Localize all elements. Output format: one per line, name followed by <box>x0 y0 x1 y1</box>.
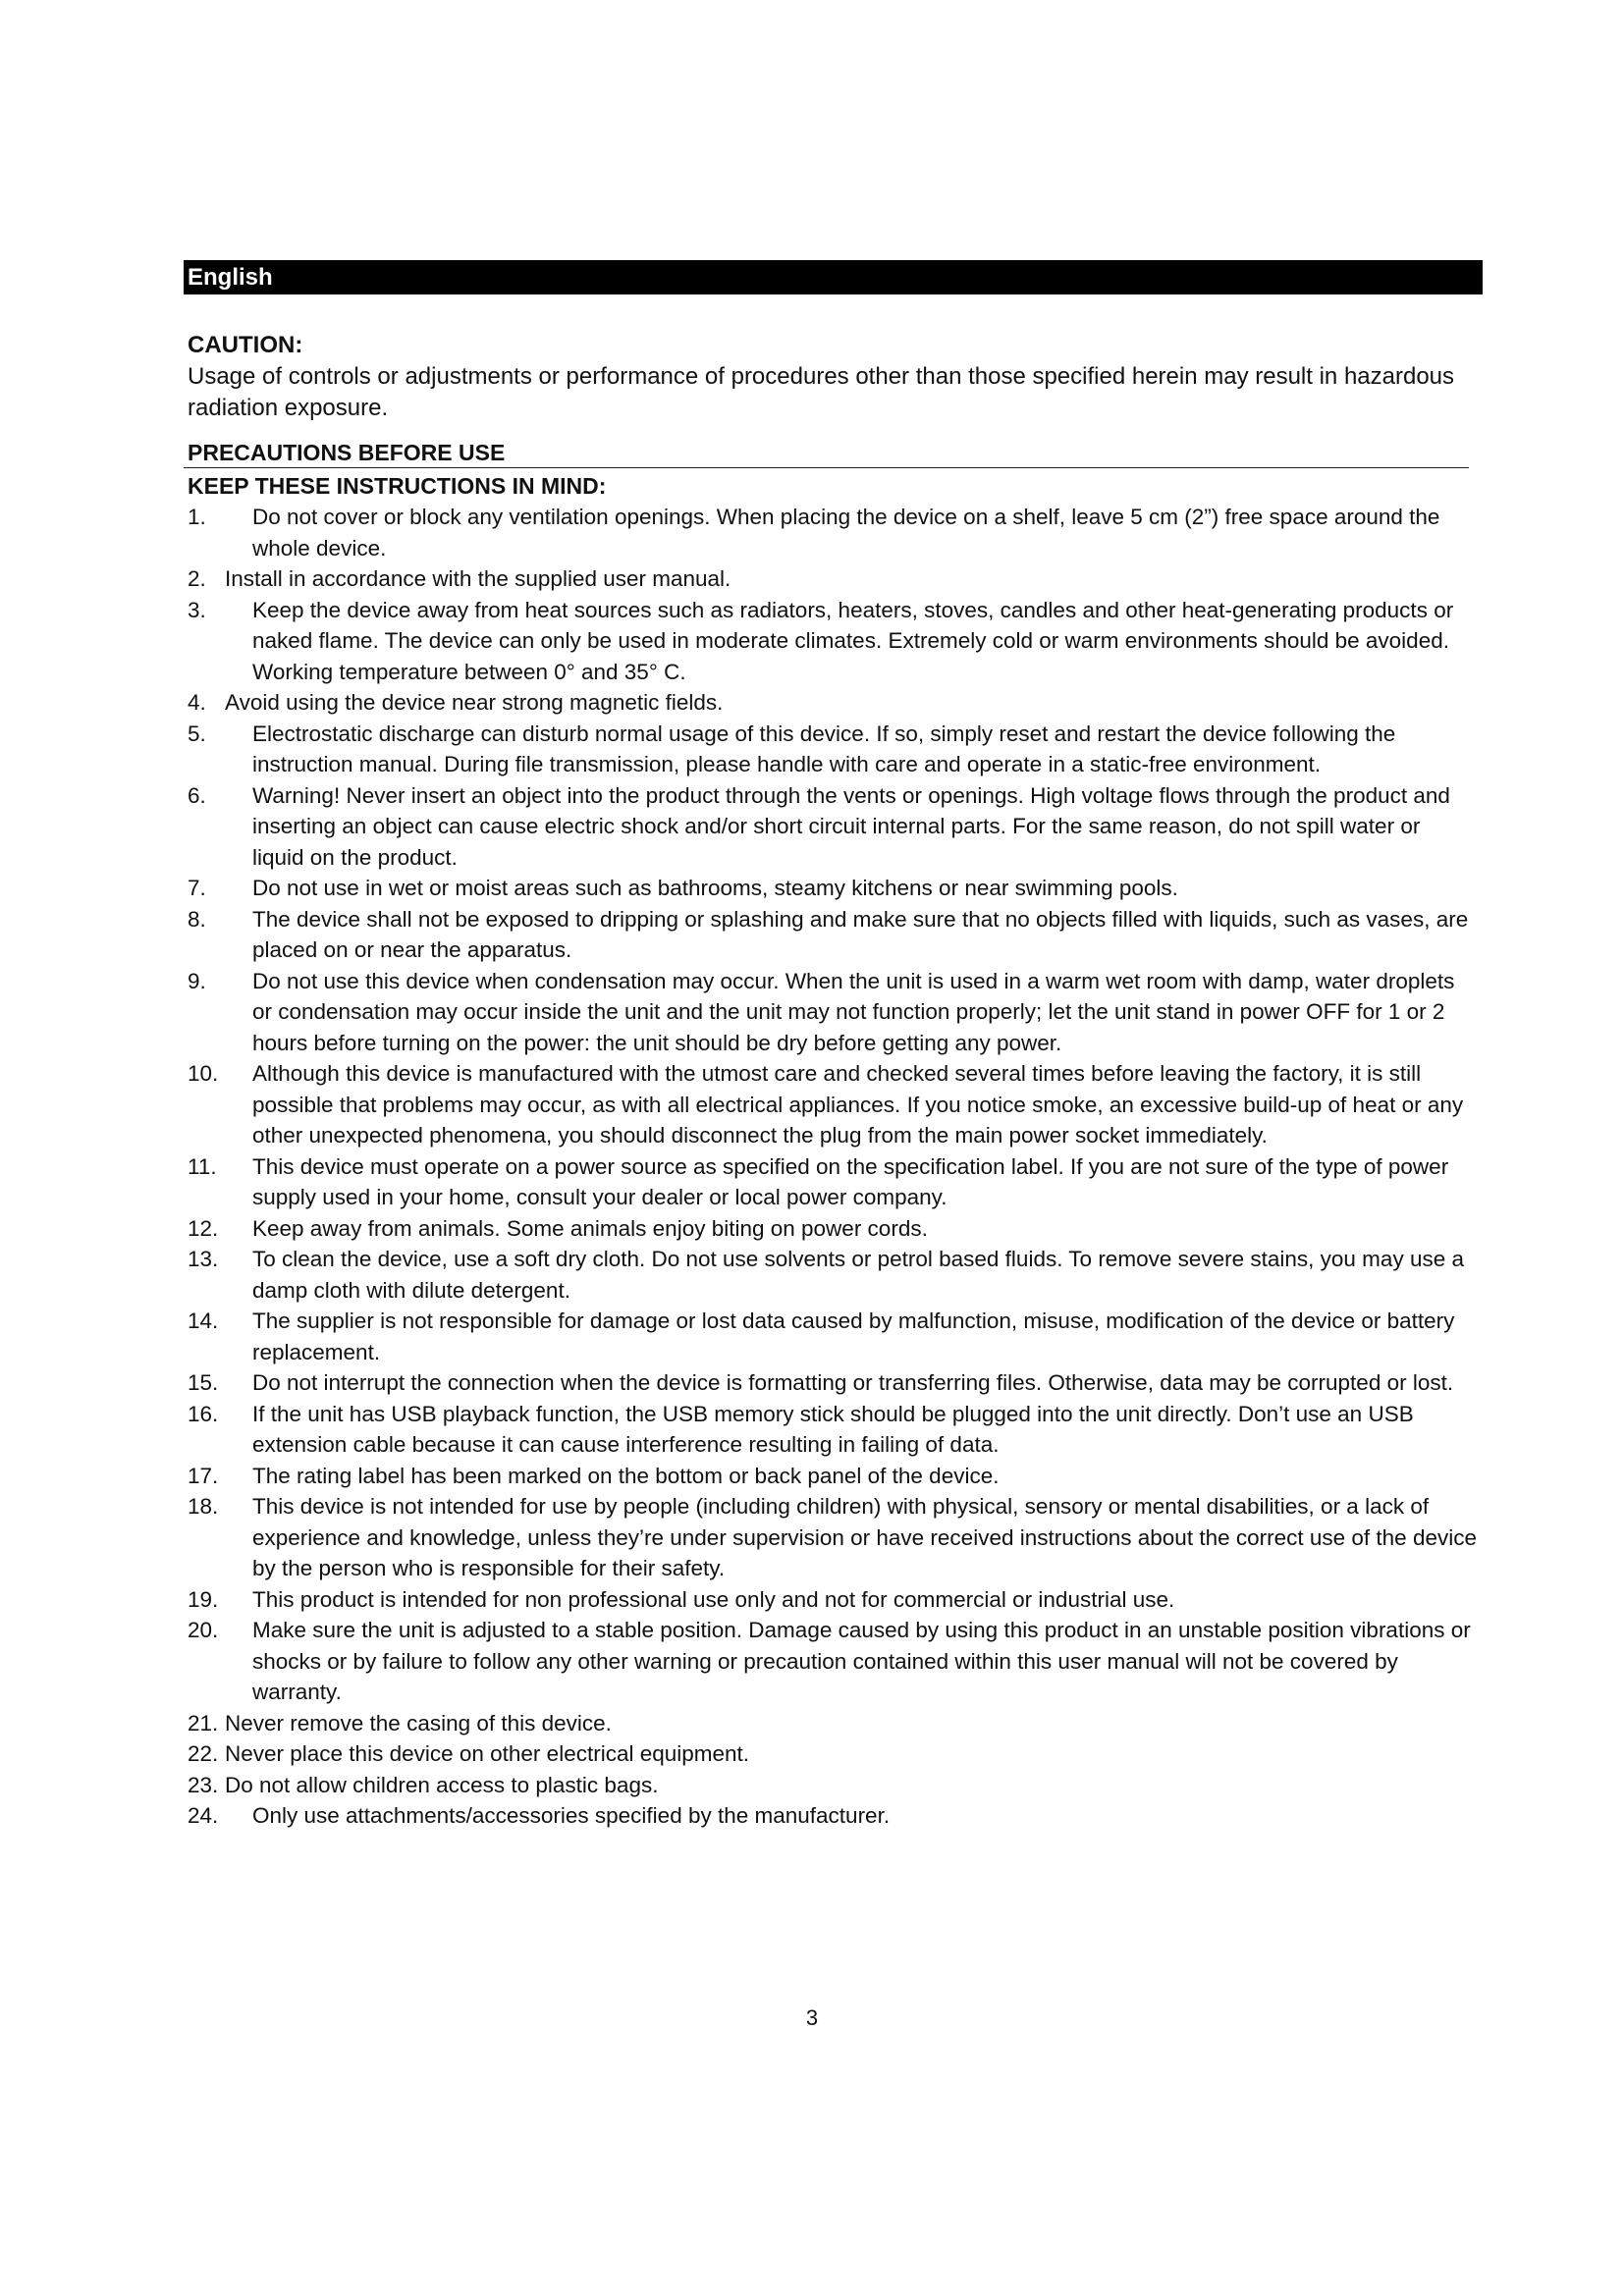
list-item <box>184 904 1483 966</box>
list-item-text: The rating label has been marked on the bottom or back panel of the device. <box>252 1463 1000 1488</box>
document-page <box>184 260 1483 1832</box>
precautions-list <box>184 502 1483 1832</box>
list-item <box>184 1770 1483 1801</box>
list-item-number: 2. <box>188 566 206 591</box>
list-item-text: Make sure the unit is adjusted to a stable position. Damage caused by using this product in an unstable position vibrations or shocks or by failure to follow any other warning or precaution contained within this user manual will not be covered by warranty. <box>252 1618 1471 1704</box>
list-item-number: 6. <box>188 782 206 808</box>
list-item-number: 18. <box>188 1494 219 1519</box>
list-item-number: 19. <box>188 1586 219 1612</box>
list-item-number: 4. <box>188 690 206 715</box>
list-item-text: Do not interrupt the connection when the device is formatting or transferring files. Otherwise, data may be corrupted or lost. <box>252 1370 1454 1395</box>
list-item <box>184 719 1483 780</box>
list-item <box>184 1491 1483 1584</box>
caution-title: CAUTION: <box>188 332 303 358</box>
list-item-text: Never place this device on other electrical equipment. <box>225 1741 750 1766</box>
language-label: English <box>188 264 273 291</box>
list-item <box>184 1213 1483 1245</box>
precautions-title: PRECAUTIONS BEFORE USE <box>184 438 1469 468</box>
list-item-number: 14. <box>188 1308 219 1333</box>
list-item <box>184 1615 1483 1708</box>
list-item-number: 10. <box>188 1061 219 1086</box>
list-item-text: Electrostatic discharge can disturb normal usage of this device. If so, simply reset and restart the device following the instruction manual. During file transmission, please handle with care and operate in a static-free environment. <box>252 721 1396 776</box>
list-item-text: Do not use this device when condensation may occur. When the unit is used in a warm wet room with damp, water droplets or condensation may occur inside the unit and the unit may not function properly; let the unit stand in power OFF for 1 or 2 hours before turning on the power: the unit should be dry before getting any power. <box>252 968 1455 1055</box>
list-item-number: 11. <box>188 1153 217 1179</box>
list-item-text: Keep the device away from heat sources such as radiators, heaters, stoves, candles and other heat-generating products or naked flame. The device can only be used in moderate climates. Extremely cold or warm environments should be avoided. Working temperature between 0° and 35° C. <box>252 597 1454 684</box>
list-item-number: 5. <box>188 721 206 746</box>
list-item-number: 15. <box>188 1370 219 1395</box>
list-item-text: Install in accordance with the supplied user manual. <box>225 566 731 591</box>
list-item-text: This device is not intended for use by people (including children) with physical, sensory or mental disabilities, or a lack of experience and knowledge, unless they’re under supervision or have received instructions about the correct use of the device by the person who is responsible for their safety. <box>252 1494 1477 1580</box>
list-item-number: 24. <box>188 1803 219 1828</box>
list-item-text: Do not cover or block any ventilation openings. When placing the device on a shelf, leave 5 cm (2”) free space around the whole device. <box>252 505 1440 561</box>
list-item-number: 21. <box>188 1710 219 1735</box>
list-item <box>184 595 1483 688</box>
list-item <box>184 966 1483 1059</box>
list-item-text: Keep away from animals. Some animals enjoy biting on power cords. <box>252 1215 928 1241</box>
list-item <box>184 1800 1483 1832</box>
caution-text: Usage of controls or adjustments or performance of procedures other than those specified herein may result in hazardous radiation exposure. <box>188 363 1455 421</box>
list-item-text: Do not use in wet or moist areas such as bathrooms, steamy kitchens or near swimming pools. <box>252 876 1178 900</box>
list-item <box>184 1738 1483 1770</box>
list-item <box>184 873 1483 904</box>
page-number: 3 <box>805 2005 819 2030</box>
list-item-text: Never remove the casing of this device. <box>225 1710 612 1735</box>
keep-instructions-title: KEEP THESE INSTRUCTIONS IN MIND: <box>188 473 607 499</box>
list-item-number: 20. <box>188 1618 219 1642</box>
language-header-bar <box>184 260 1483 294</box>
list-item-number: 17. <box>188 1463 219 1488</box>
list-item-text: Only use attachments/accessories specified by the manufacturer. <box>252 1803 891 1828</box>
list-item-text: Although this device is manufactured with the utmost care and checked several times before leaving the factory, it is still possible that problems may occur, as with all electrical appliances. If you notice smoke, an excessive build-up of heat or any other unexpected phenomena, you should disconnect the plug from the main power socket immediately. <box>252 1061 1464 1148</box>
list-item <box>184 1708 1483 1739</box>
list-item-text: To clean the device, use a soft dry cloth. Do not use solvents or petrol based fluids. To remove severe stains, you may use a damp cloth with dilute detergent. <box>252 1247 1464 1303</box>
list-item-text: Warning! Never insert an object into the product through the vents or openings. High voltage flows through the product and inserting an object can cause electric shock and/or short circuit internal parts. For the same reason, do not spill water or liquid on the product. <box>252 782 1450 870</box>
list-item-text: The supplier is not responsible for damage or lost data caused by malfunction, misuse, modification of the device or battery replacement. <box>252 1308 1455 1364</box>
list-item-text: This device must operate on a power source as specified on the specification label. If you are not sure of the type of power supply used in your home, consult your dealer or local power company. <box>252 1153 1449 1209</box>
list-item <box>184 1399 1483 1461</box>
list-item-text: If the unit has USB playback function, the USB memory stick should be plugged into the unit directly. Don’t use an USB extension cable because it can cause interference resulting in failing of data. <box>252 1401 1414 1457</box>
list-item <box>184 1058 1483 1151</box>
list-item-text: Avoid using the device near strong magnetic fields. <box>225 690 724 715</box>
list-item-number: 16. <box>188 1401 219 1426</box>
list-item <box>184 1151 1483 1213</box>
list-item <box>184 1461 1483 1492</box>
list-item-text: This product is intended for non professional use only and not for commercial or industrial use. <box>252 1586 1175 1612</box>
list-item <box>184 1306 1483 1367</box>
list-item-number: 7. <box>188 876 206 900</box>
list-item-number: 9. <box>188 968 206 993</box>
list-item <box>184 780 1483 874</box>
list-item-number: 8. <box>188 906 206 932</box>
list-item <box>184 563 1483 595</box>
list-item-number: 3. <box>188 597 206 622</box>
list-item-text: The device shall not be exposed to dripping or splashing and make sure that no objects filled with liquids, such as vases, are placed on or near the apparatus. <box>252 906 1469 962</box>
list-item <box>184 1367 1483 1399</box>
list-item-number: 12. <box>188 1215 219 1241</box>
list-item-number: 22. <box>188 1741 219 1766</box>
list-item <box>184 1584 1483 1616</box>
list-item-number: 13. <box>188 1247 219 1271</box>
list-item <box>184 502 1483 563</box>
list-item <box>184 1244 1483 1306</box>
list-item-number: 23. <box>188 1772 219 1797</box>
list-item-text: Do not allow children access to plastic bags. <box>225 1772 659 1797</box>
list-item <box>184 687 1483 719</box>
list-item-number: 1. <box>188 505 206 529</box>
